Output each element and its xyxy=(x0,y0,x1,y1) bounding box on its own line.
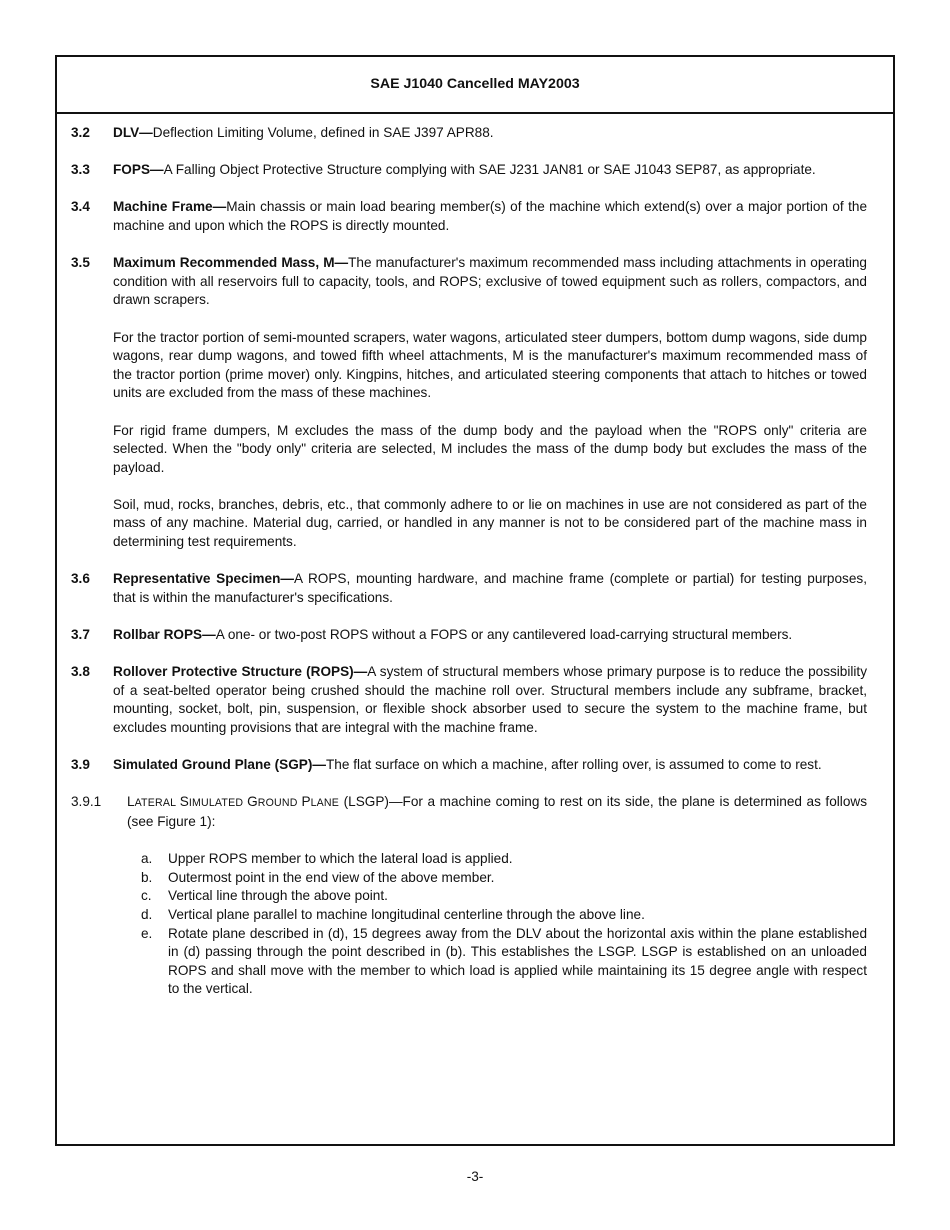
list-item-label: c. xyxy=(141,888,152,904)
section-paragraph: For the tractor portion of semi-mounted scrapers, water wagons, articulated steer dumpers, bottom dump wagons, side dump wagons, rear dump wagons, and towed fifth wheel attachments, M is the manufacturer's maximum recommended mass of the tractor portion (prime mover) only. Kingpins, hitches, and articulated steering components that attach to hitches or towed units are excluded from the mass of these machines. xyxy=(113,329,867,401)
section-number: 3.6 xyxy=(71,571,90,587)
section-3-7 xyxy=(71,626,867,645)
section-term: Rollbar ROPS— xyxy=(113,627,216,643)
list-item-label: d. xyxy=(141,906,153,922)
list-item xyxy=(141,850,867,869)
section-text: A one- or two-post ROPS without a FOPS or any cantilevered load-carrying structural members. xyxy=(215,627,793,643)
section-3-5 xyxy=(71,254,867,552)
document-body xyxy=(57,114,893,999)
section-term: Maximum Recommended Mass, M— xyxy=(113,255,349,271)
section-number: 3.3 xyxy=(71,162,90,178)
document-title: SAE J1040 Cancelled MAY2003 xyxy=(370,76,580,93)
section-paragraph: For rigid frame dumpers, M excludes the mass of the dump body and the payload when the "ROPS only" criteria are selected. When the "body only" criteria are selected, M includes the mass of the dump body but excludes the mass of the payload. xyxy=(113,422,867,475)
subsection-number: 3.9.1 xyxy=(71,794,102,810)
subsection-text: (LSGP)—For a machine coming to rest on its side, the plane is determined as follows (see Figure 1): xyxy=(127,794,867,829)
list-item-text: Outermost point in the end view of the above member. xyxy=(168,869,495,885)
section-number: 3.5 xyxy=(71,255,90,271)
section-text: Main chassis or main load bearing member(s) of the machine which extend(s) over a major portion of the machine and upon which the ROPS is directly mounted. xyxy=(113,199,868,233)
list-item xyxy=(141,906,867,925)
list-item xyxy=(141,869,867,888)
section-3-9 xyxy=(71,756,867,775)
section-text: Deflection Limiting Volume, defined in SAE J397 APR88. xyxy=(152,125,494,140)
section-term: DLV— xyxy=(113,125,153,140)
list-item-label: b. xyxy=(141,869,153,885)
section-text: The flat surface on which a machine, after rolling over, is assumed to come to rest. xyxy=(326,757,822,773)
list-item-text: Upper ROPS member to which the lateral load is applied. xyxy=(168,851,513,867)
section-number: 3.4 xyxy=(71,199,90,215)
list-item xyxy=(141,887,867,906)
subsection-term: LATERAL SIMULATED GROUND PLANE xyxy=(127,794,340,810)
section-3-9-1 xyxy=(71,793,867,831)
section-number: 3.9 xyxy=(71,757,90,773)
list-item-label: e. xyxy=(141,925,153,941)
section-term: Representative Specimen— xyxy=(113,571,294,587)
document-header xyxy=(57,57,893,114)
section-text: A system of structural members whose primary purpose is to reduce the possibility of a seat-belted operator being crushed should the machine roll over. Structural members include any subframe, bracket, mounting, socket, bolt, pin, suspension, or flexible shock absorber used to secure the system to the machine frame, but excludes mounting provisions that are integral with the machine frame. xyxy=(113,664,868,735)
section-3-6 xyxy=(71,570,867,607)
list-item xyxy=(141,925,867,999)
section-number: 3.2 xyxy=(71,125,90,140)
list-item-text: Vertical line through the above point. xyxy=(168,888,388,904)
section-text: A ROPS, mounting hardware, and machine frame (complete or partial) for testing purposes, that is within the manufacturer's specifications. xyxy=(113,571,867,605)
section-paragraph: Soil, mud, rocks, branches, debris, etc., that commonly adhere to or lie on machines in use are not considered as part of the mass of any machine. Material dug, carried, or handled in any manner is not to be considered part of the machine mass in determining test requirements. xyxy=(113,496,867,550)
page-number: -3- xyxy=(466,1169,484,1184)
list-item-label: a. xyxy=(141,851,153,867)
section-text: A Falling Object Protective Structure complying with SAE J231 JAN81 or SAE J1043 SEP87, as appropriate. xyxy=(163,162,816,178)
section-term: FOPS— xyxy=(113,162,164,178)
section-3-3 xyxy=(71,161,867,180)
procedure-list xyxy=(141,850,867,999)
list-item-text: Rotate plane described in (d), 15 degrees away from the DLV about the horizontal axis within the plane established in (d) passing through the point described in (b). This establishes the LSGP. LSGP is established on an unloaded ROPS and shall move with the member to which load is applied while maintaining its 15 degree angle with respect to the vertical. xyxy=(168,925,867,997)
section-text: The manufacturer's maximum recommended mass including attachments in operating condition with all reservoirs full to capacity, tools, and ROPS; exclusive of towed equipment such as rollers, compactors, and drawn scrapers. xyxy=(113,255,867,308)
section-3-4 xyxy=(71,198,867,235)
section-term: Machine Frame— xyxy=(113,199,227,215)
section-term: Simulated Ground Plane (SGP)— xyxy=(113,757,326,773)
section-number: 3.8 xyxy=(71,664,90,680)
document-frame xyxy=(55,55,895,1146)
section-term: Rollover Protective Structure (ROPS)— xyxy=(113,664,368,680)
section-number: 3.7 xyxy=(71,627,90,643)
section-3-2 xyxy=(71,124,867,143)
section-3-8 xyxy=(71,663,867,737)
list-item-text: Vertical plane parallel to machine longitudinal centerline through the above line. xyxy=(168,906,645,922)
